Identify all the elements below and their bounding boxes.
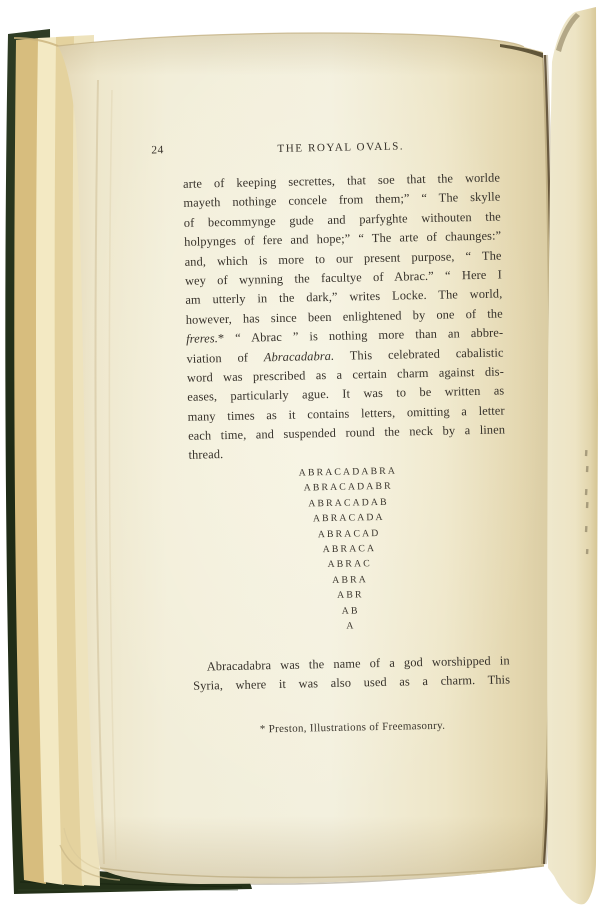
text-line: freres.* “ Abrac ” is nothing more than an abbre- bbox=[186, 325, 504, 346]
text-line: word was prescribed as a certain charm against dis- bbox=[186, 364, 505, 385]
triangle-row: ABRA bbox=[332, 573, 368, 586]
triangle-row: A bbox=[346, 620, 356, 632]
body-paragraph bbox=[183, 168, 506, 465]
page-surface bbox=[144, 137, 513, 784]
triangle-row: ABRAC bbox=[327, 558, 372, 571]
triangle-row: ABRACADABR bbox=[303, 481, 393, 494]
text-line: thread. bbox=[188, 447, 224, 463]
triangle-row: AB bbox=[341, 604, 360, 617]
text-line: arte of keeping secrettes, that soe that the worlde bbox=[182, 170, 501, 191]
triangle-row: ABRACADAB bbox=[308, 496, 389, 510]
text-line: each time, and suspended round the neck by a linen bbox=[187, 422, 506, 443]
text-line: viation of Abracadabra. This celebrated cabalistic bbox=[186, 344, 504, 366]
text-line: eases, particularly ague. It was to be written as bbox=[187, 383, 505, 405]
running-title: THE ROYAL OVALS. bbox=[277, 140, 405, 155]
text-line: however, has since been enlightened by one of the bbox=[185, 306, 503, 327]
text-line: Abracadabra was the name of a god worshipped in bbox=[206, 653, 510, 674]
text-line: holpynges of fere and hope;” “ The arte of chaunges:” bbox=[184, 228, 502, 250]
abracadabra-triangle bbox=[187, 461, 510, 637]
page-number: 24 bbox=[151, 144, 164, 157]
text-line: Syria, where it was also used as a charm. This bbox=[192, 672, 511, 694]
triangle-row: ABRACA bbox=[322, 543, 377, 556]
text-line: many times as it contains letters, omitting a letter bbox=[187, 403, 505, 424]
footnote: * Preston, Illustrations of Freemasonry. bbox=[259, 719, 446, 736]
text-line: wey of wynning the facultye of Abrac.” “ Here I bbox=[184, 267, 503, 288]
body-paragraph bbox=[193, 651, 511, 696]
triangle-row: ABR bbox=[336, 589, 364, 601]
text-line: of becommynge gude and parfyghte withouten the bbox=[183, 209, 501, 230]
triangle-row: ABRACADABRA bbox=[298, 465, 398, 479]
triangle-row: ABRACAD bbox=[317, 527, 381, 540]
text-line: mayeth nothinge concele from them;” “ The skylle bbox=[183, 189, 501, 211]
text-line: am utterly in the dark,” writes Locke. The world, bbox=[185, 286, 503, 308]
text-line: and, which is more to our present purpose, “ The bbox=[184, 248, 502, 269]
triangle-row: ABRACADA bbox=[312, 512, 385, 525]
facing-page bbox=[547, 7, 598, 904]
